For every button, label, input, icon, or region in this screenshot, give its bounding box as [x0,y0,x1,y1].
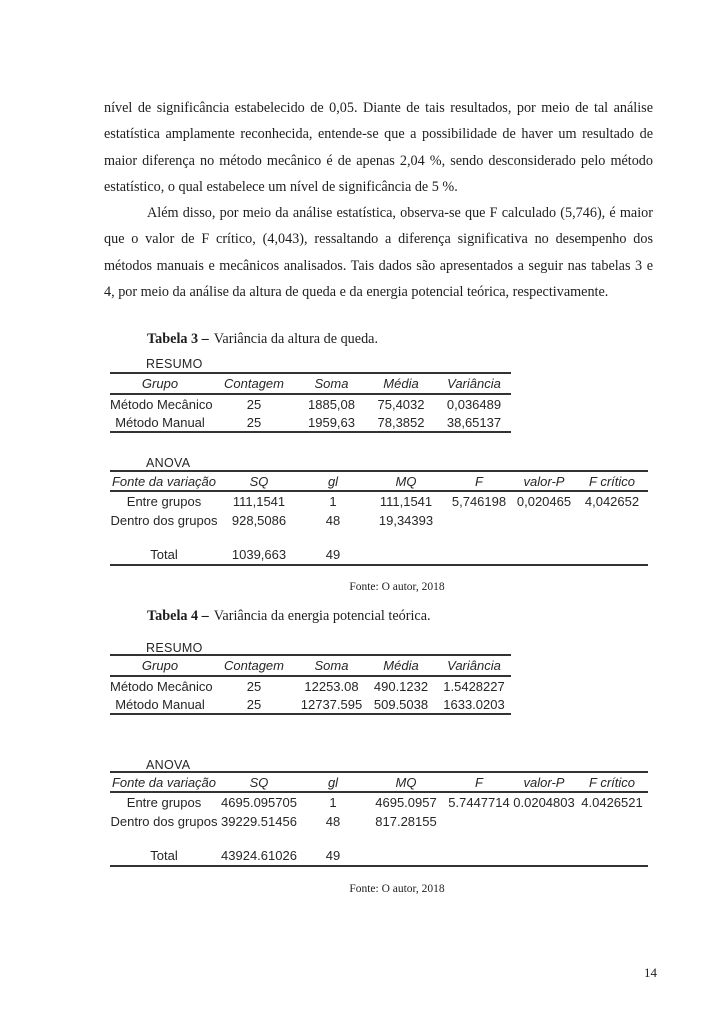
table-cell [366,530,446,545]
table-cell [110,530,218,545]
column-header: F [446,772,512,792]
table-cell: 4.0426521 [581,795,643,810]
table-row-empty [110,530,648,545]
table-cell: 25 [246,696,262,712]
table-cell [446,530,512,545]
table-cell: 12737.595 [300,696,363,712]
table-cell [576,831,648,846]
table-cell: 48 [325,814,341,829]
table-cell: 4695.0957 [375,795,437,810]
column-header: Fonte da variação [110,772,218,792]
body-text [104,95,653,305]
table4-resumo-title: RESUMO [146,641,203,655]
column-header: Fonte da variação [110,471,218,491]
table-cell: 509.5038 [373,696,429,712]
table-cell: 19,34393 [378,513,434,528]
table-cell [512,846,576,866]
table-cell: Total [150,848,178,863]
table-cell [366,831,446,846]
table-row [110,491,648,511]
column-header: Variância [437,373,511,394]
table3-resumo-title: RESUMO [146,357,203,371]
table-cell: 1.5428227 [443,678,505,694]
table4-anova-title: ANOVA [146,758,191,772]
table-cell [110,831,218,846]
table-cell [512,511,576,530]
table3-resumo [110,372,511,433]
table4-caption [147,608,431,625]
paragraph-2: Além disso, por meio da análise estatística, observa-se que F calculado (5,746), é maior que o valor de F crítico, (4,043), ressaltando a diferença significativa no desempenho dos métodos manuais e mecânicos analisados. Tais dados são apresentados a seguir nas tabelas 3 e 4, por meio da análise da altura de queda e da energia potencial teórica, respectivamente. [104,205,653,301]
column-header: SQ [218,772,300,792]
table4-anova [110,771,648,867]
table-cell: 75,4032 [377,396,425,412]
table-cell [300,530,366,545]
table-cell [576,511,648,530]
paragraph-1: nível de significância estabelecido de 0,05. Diante de tais resultados, por meio de tal análise estatística amplamente reconhecida, entende-se que a possibilidade de haver um resultado de maior diferença no método mecânico é de apenas 2,04 %, sendo desconsiderado pelo método estatístico, o qual estabelece um nível de significância de 5 %. [104,100,653,195]
column-header: Grupo [110,373,210,394]
column-header: SQ [218,471,300,491]
table-cell: 49 [325,547,341,562]
table4-resumo [110,654,511,715]
table-cell: 25 [246,396,262,412]
table-cell [512,831,576,846]
table-cell [576,812,648,831]
table-row [110,511,648,530]
column-header: Grupo [110,655,210,676]
column-header: F crítico [576,471,648,491]
table-cell [576,545,648,565]
table-cell [366,545,446,565]
table-cell [446,831,512,846]
table-row [110,394,511,413]
column-header: Variância [437,655,511,676]
table-row [110,846,648,866]
table3-anova [110,470,648,566]
table-cell [300,831,366,846]
table-cell [446,545,512,565]
table-cell: 5,746198 [451,494,507,509]
table-cell: 43924.61026 [221,848,297,863]
table-cell: 78,3852 [377,414,425,430]
table-header-row [110,373,511,394]
table-row-empty [110,831,648,846]
table4-caption-text: Variância da energia potencial teórica. [213,608,431,624]
table-cell: 928,5086 [231,513,287,528]
table-row [110,545,648,565]
table-header-row [110,772,648,792]
table-cell [512,812,576,831]
table-row [110,812,648,831]
table-cell: 5.7447714 [448,795,510,810]
table-cell: Dentro dos grupos [110,513,218,528]
table-cell: 0.0204803 [513,795,575,810]
table-row [110,676,511,695]
table-cell [366,846,446,866]
table-cell [446,812,512,831]
table-cell: 39229.51456 [221,814,297,829]
table-cell: 49 [325,848,341,863]
table3-caption-text: Variância da altura de queda. [213,331,379,347]
column-header: Soma [298,373,365,394]
table-cell: 1633.0203 [443,696,505,712]
table-cell: 1885,08 [308,396,355,412]
table-cell: 111,1541 [379,494,433,509]
table3-anova-title: ANOVA [146,456,191,470]
column-header: F [446,471,512,491]
table-row [110,413,511,432]
table-cell: Método Manual [115,414,205,430]
column-header: F crítico [576,772,648,792]
table-cell: Total [150,547,178,562]
column-header: valor-P [512,772,576,792]
table-cell: 0,036489 [446,396,502,412]
table-header-row [110,471,648,491]
table-cell: 1 [329,795,337,810]
table-cell: 25 [246,414,262,430]
table-row [110,792,648,812]
page-number: 14 [644,965,657,980]
table-cell: 1039,663 [231,547,287,562]
table-cell: 38,65137 [446,414,502,430]
column-header: MQ [366,471,446,491]
table-cell [512,530,576,545]
table-cell: 48 [325,513,341,528]
table-cell: 4695.095705 [221,795,297,810]
column-header: gl [300,772,366,792]
table-cell [446,846,512,866]
table-cell [446,511,512,530]
column-header: Soma [298,655,365,676]
table-cell: 1959,63 [308,414,355,430]
column-header: Contagem [210,373,298,394]
table4-source: Fonte: O autor, 2018 [349,883,445,895]
column-header: Média [365,655,437,676]
table-header-row [110,655,511,676]
table-cell: Entre grupos [126,795,202,810]
table-cell: 0,020465 [516,494,572,509]
column-header: Média [365,373,437,394]
table-cell [218,831,300,846]
table-cell [218,530,300,545]
column-header: gl [300,471,366,491]
table-cell: 111,1541 [232,494,286,509]
table-cell: Método Mecânico [110,678,213,694]
table-cell: 25 [246,678,262,694]
table-cell: 817.28155 [375,814,437,829]
table-cell: 12253.08 [304,678,359,694]
column-header: Contagem [210,655,298,676]
column-header: valor-P [512,471,576,491]
table-cell [576,846,648,866]
table-cell: Método Mecânico [110,396,213,412]
table-cell: Método Manual [115,696,205,712]
column-header: MQ [366,772,446,792]
table3-source: Fonte: O autor, 2018 [349,581,445,593]
table-cell: Dentro dos grupos [110,814,218,829]
table3-caption-label: Tabela 3 – [147,331,209,347]
table-cell [512,545,576,565]
table4-caption-label: Tabela 4 – [147,608,209,624]
table-cell: 4,042652 [584,494,640,509]
table-cell: Entre grupos [126,494,202,509]
table-cell: 490.1232 [373,678,429,694]
table3-caption [147,331,378,348]
table-cell: 1 [329,494,337,509]
table-cell [576,530,648,545]
table-row [110,695,511,714]
